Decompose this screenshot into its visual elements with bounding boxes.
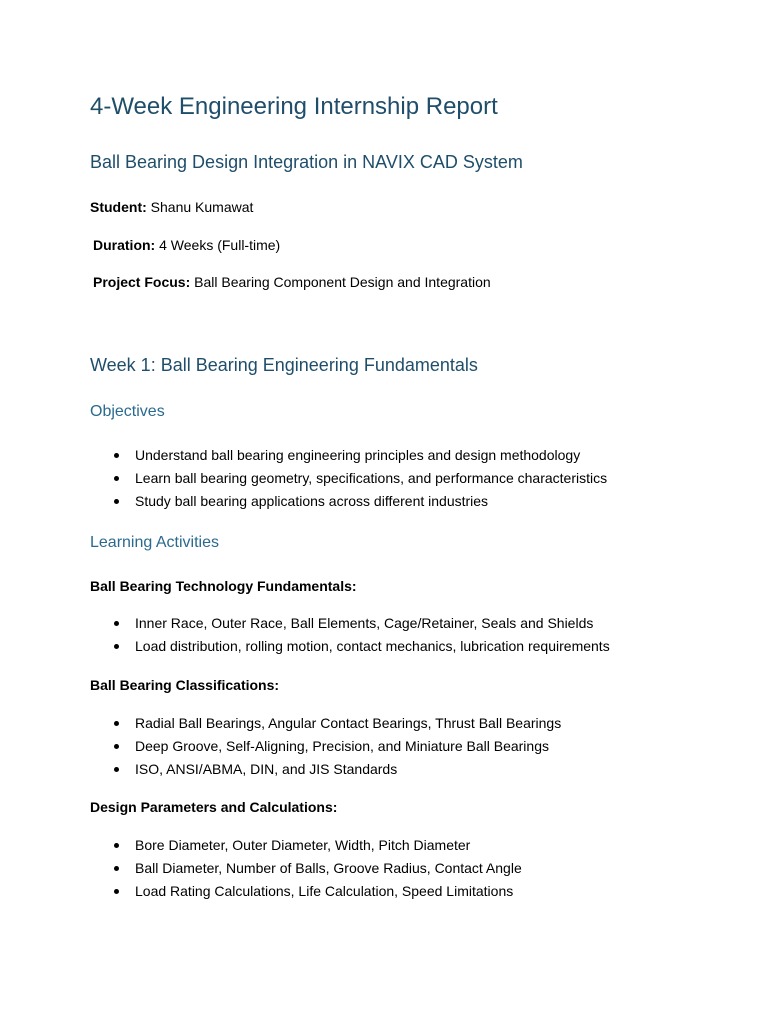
focus-value: Ball Bearing Component Design and Integration: [194, 274, 491, 290]
duration-value: 4 Weeks (Full-time): [159, 237, 281, 253]
student-label: Student:: [90, 199, 147, 215]
report-subtitle: Ball Bearing Design Integration in NAVIX CAD System: [90, 152, 523, 172]
fundamentals-label: Ball Bearing Technology Fundamentals:: [90, 578, 357, 594]
focus-line: [93, 274, 491, 290]
objectives-heading: Objectives: [90, 403, 165, 420]
list-item: Ball Diameter, Number of Balls, Groove Radius, Contact Angle: [0, 857, 522, 880]
list-item: Radial Ball Bearings, Angular Contact Bearings, Thrust Ball Bearings: [0, 712, 561, 735]
list-item: Load Rating Calculations, Life Calculation, Speed Limitations: [0, 880, 522, 903]
classifications-label: Ball Bearing Classifications:: [90, 677, 280, 693]
parameters-list: [0, 834, 522, 903]
list-item: Deep Groove, Self-Aligning, Precision, and Miniature Ball Bearings: [0, 735, 561, 758]
list-item: Learn ball bearing geometry, specifications, and performance characteristics: [0, 467, 607, 490]
report-title: 4-Week Engineering Internship Report: [90, 93, 498, 120]
week1-heading: Week 1: Ball Bearing Engineering Fundamentals: [90, 355, 478, 375]
fundamentals-list: [0, 612, 610, 658]
classifications-list: [0, 712, 561, 781]
student-value: Shanu Kumawat: [150, 199, 254, 215]
list-item: Load distribution, rolling motion, contact mechanics, lubrication requirements: [0, 635, 610, 658]
student-line: [90, 199, 253, 215]
duration-label: Duration:: [93, 237, 156, 253]
parameters-label: Design Parameters and Calculations:: [90, 799, 338, 815]
duration-line: [93, 237, 280, 253]
focus-label: Project Focus:: [93, 274, 191, 290]
list-item: Inner Race, Outer Race, Ball Elements, Cage/Retainer, Seals and Shields: [0, 612, 610, 635]
learning-activities-heading: Learning Activities: [90, 534, 219, 551]
list-item: Study ball bearing applications across different industries: [0, 490, 607, 513]
objectives-list: [0, 444, 607, 513]
list-item: ISO, ANSI/ABMA, DIN, and JIS Standards: [0, 758, 561, 781]
list-item: Bore Diameter, Outer Diameter, Width, Pitch Diameter: [0, 834, 522, 857]
list-item: Understand ball bearing engineering principles and design methodology: [0, 444, 607, 467]
